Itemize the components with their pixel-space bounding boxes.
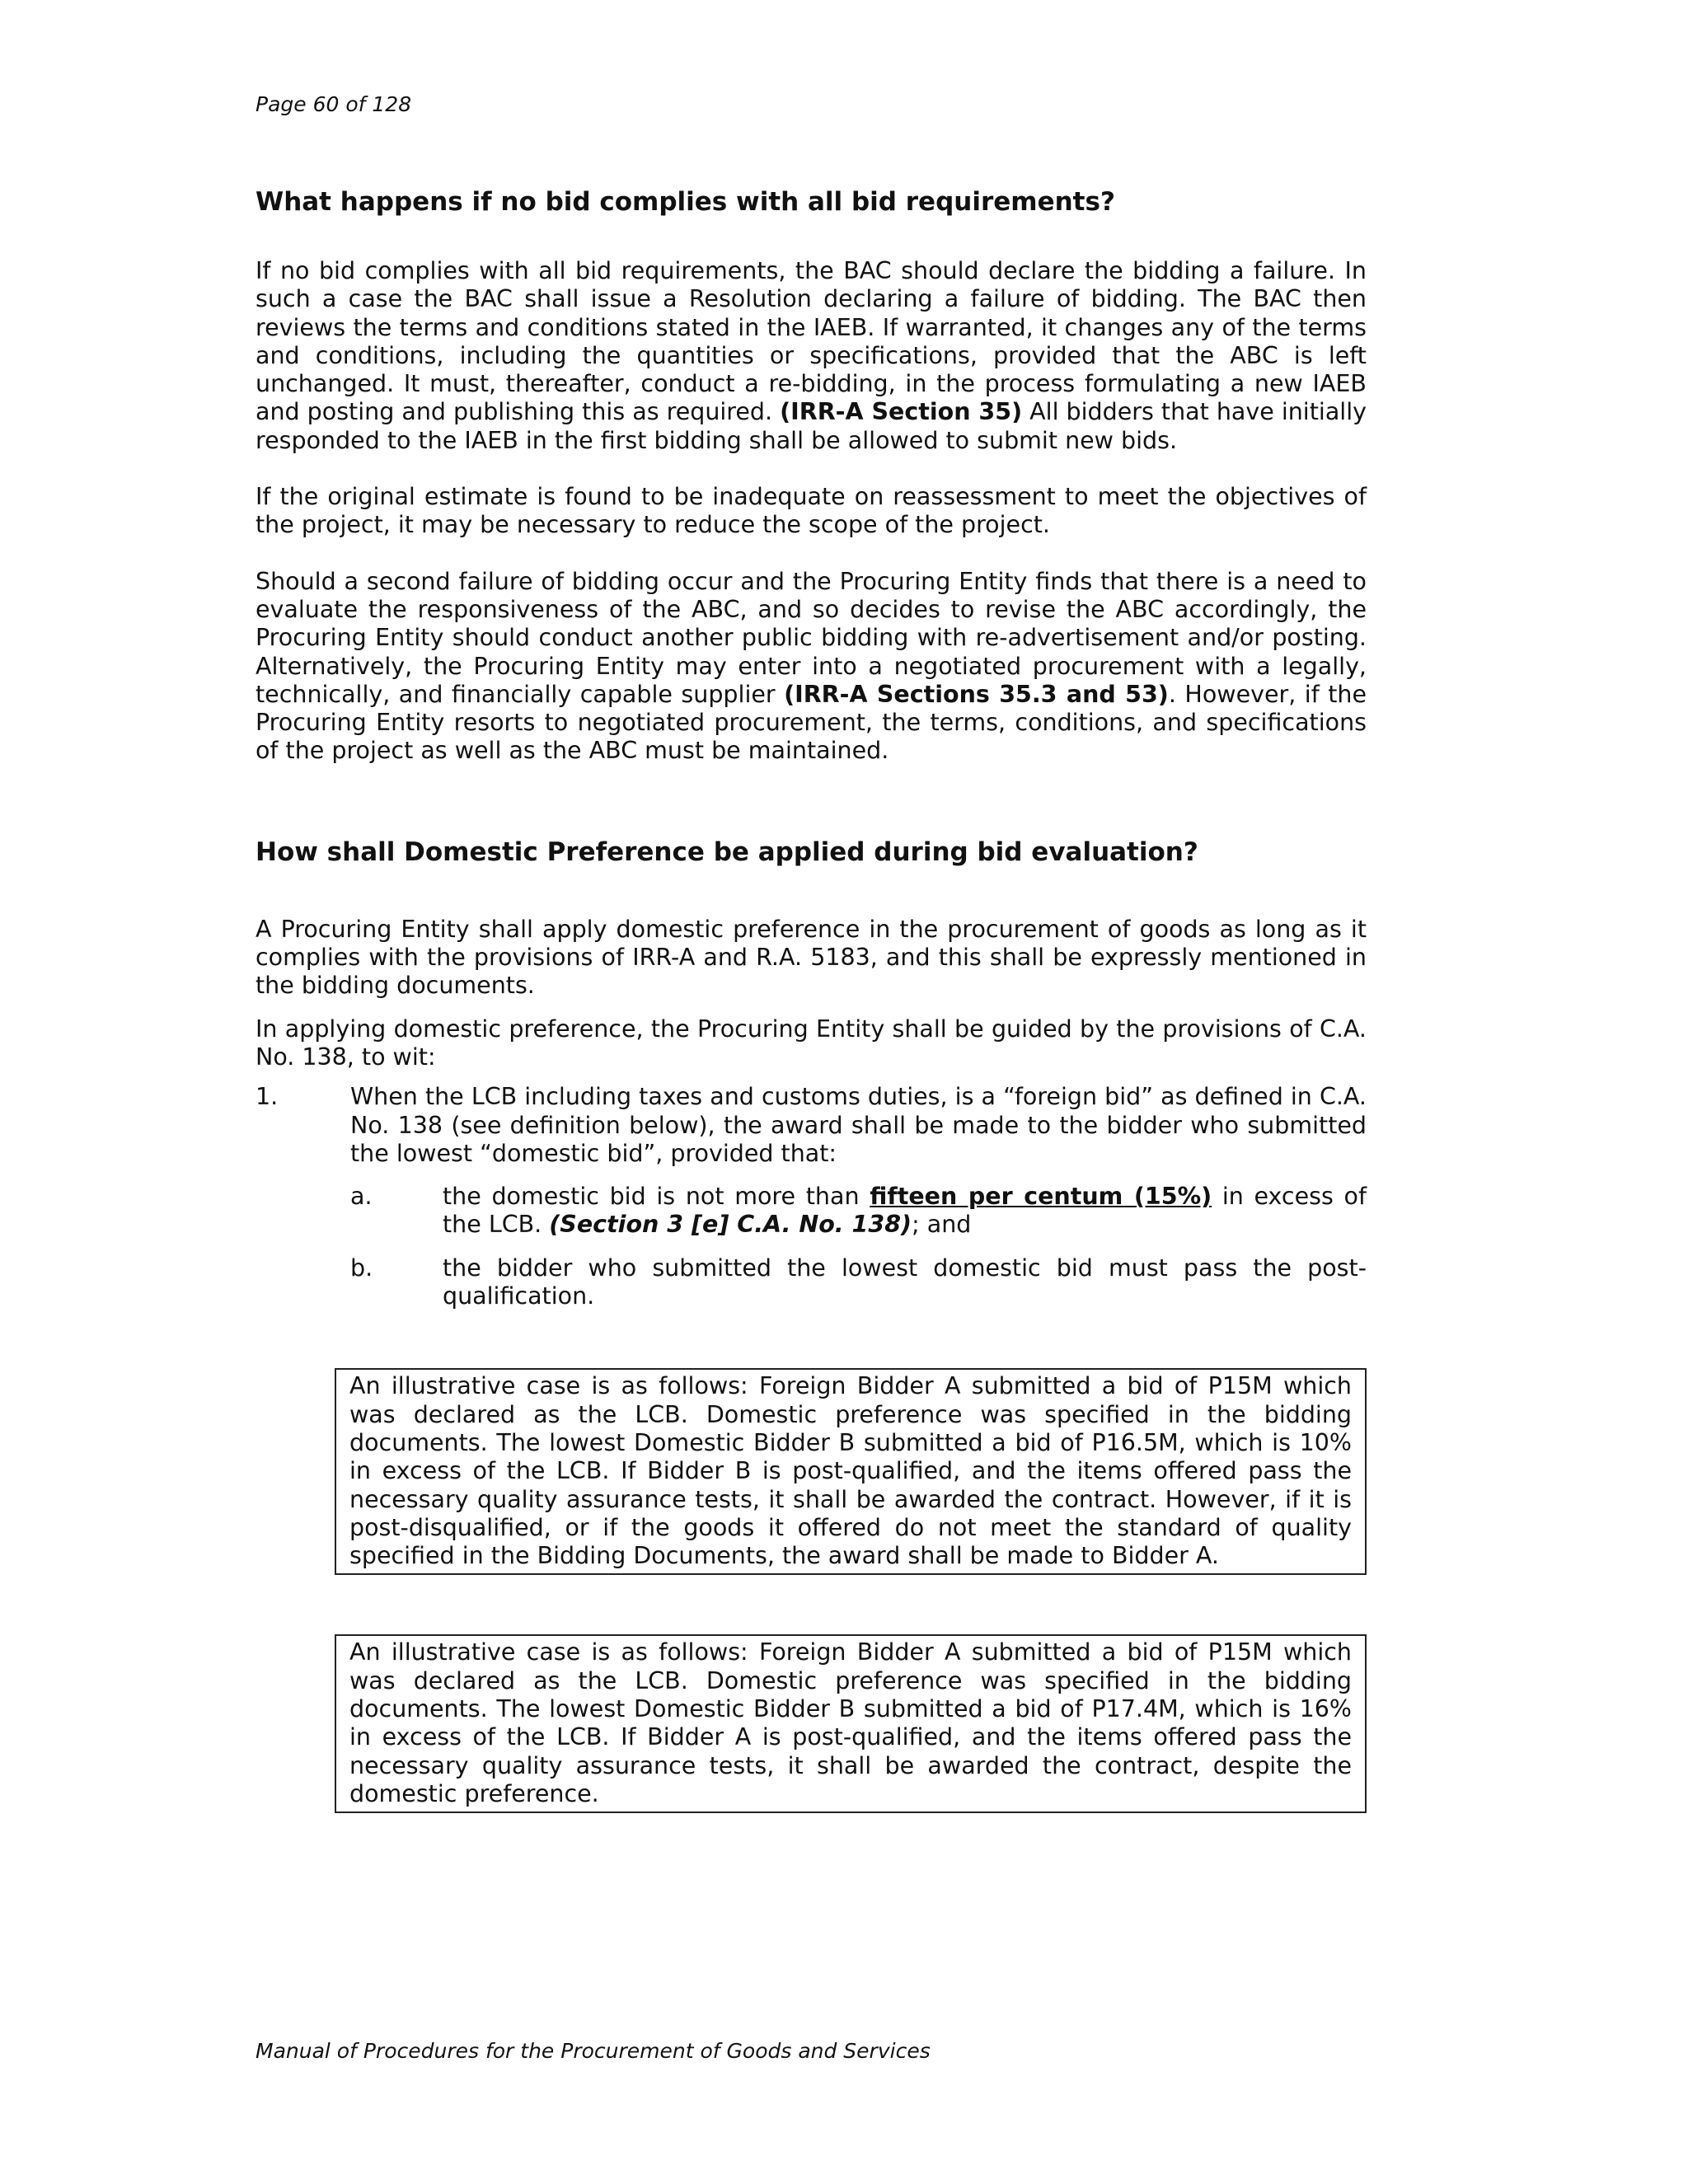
section-domestic-preference: [256, 833, 1367, 1813]
paragraph-text: Should a second failure of bidding occur and the Procuring Entity finds that there is a need to evaluate the responsiveness of the ABC, and so decides to revise the ABC accordingly, the Procuring Entity should conduct another public bidding with re-advertisement and/or posting. Alternatively, the Procuring Entity may enter into a negotiated procurement with a legally, technically, and financially capable supplier: [256, 567, 1367, 708]
list-item: [256, 1083, 1367, 1310]
legal-reference: (Section 3 [e] C.A. No. 138): [549, 1211, 912, 1239]
paragraph-text: the domestic bid is not more than: [443, 1183, 870, 1211]
list-marker: 1.: [256, 1083, 279, 1111]
paragraph-guided-by: In applying domestic preference, the Procuring Entity shall be guided by the provisions of C.A. No. 138, to wit:: [256, 1015, 1367, 1071]
document-page: [256, 0, 1367, 2184]
emphasis-text: fifteen per centum (15%): [870, 1183, 1212, 1211]
section-heading: What happens if no bid complies with all bid requirements?: [256, 187, 1115, 217]
paragraph-text: . However, if the Procuring Entity resorts to negotiated procurement, the terms, conditions, and specifications of the project as well as the ABC must be maintained.: [256, 680, 1367, 765]
legal-reference: (IRR-A Section 35): [780, 398, 1023, 426]
list-marker: b.: [350, 1254, 373, 1282]
paragraph-failure-of-bidding: [256, 257, 1367, 455]
illustrative-case-text: An illustrative case is as follows: Foreign Bidder A submitted a bid of P15M which was declared as the LCB. Domestic preference was specified in the bidding documents. The lowest Domestic Bidder B submitted a bid of P17.4M, which is 16% in excess of the LCB. If Bidder A is post-qualified, and the items offered pass the necessary quality assurance tests, it shall be awarded the contract, despite the domestic preference.: [349, 1638, 1352, 1807]
paragraph-second-failure: [256, 568, 1367, 766]
section-heading: How shall Domestic Preference be applied during bid evaluation?: [256, 837, 1198, 867]
illustrative-case-text: An illustrative case is as follows: Foreign Bidder A submitted a bid of P15M which was declared as the LCB. Domestic preference was specified in the bidding documents. The lowest Domestic Bidder B submitted a bid of P16.5M, which is 10% in excess of the LCB. If Bidder B is post-qualified, and the items offered pass the necessary quality assurance tests, it shall be awarded the contract. However, if it is post-disqualified, or if the goods it offered do not meet the standard of quality specified in the Bidding Documents, the award shall be made to Bidder A.: [349, 1372, 1352, 1570]
sub-list-item-text: the bidder who submitted the lowest domestic bid must pass the post-qualification.: [443, 1254, 1367, 1310]
list-item-text: When the LCB including taxes and customs duties, is a “foreign bid” as defined in C.A. No. 138 (see definition below), the award shall be made to the bidder who submitted the lowest “domestic bid”, provided that:: [350, 1083, 1367, 1167]
sub-list-item: [350, 1183, 1367, 1240]
sub-list-item: [350, 1254, 1367, 1311]
paragraph-text: All bidders that have initially responded to the IAEB in the first bidding shall be allowed to submit new bids.: [256, 398, 1367, 454]
legal-reference: (IRR-A Sections 35.3 and 53): [784, 680, 1169, 708]
paragraph-text: If no bid complies with all bid requirements, the BAC should declare the bidding a failure. In such a case the BAC shall issue a Resolution declaring a failure of bidding. The BAC then reviews the terms and conditions stated in the IAEB. If warranted, it changes any of the terms and conditions, including the quantities or specifications, provided that the ABC is left unchanged. It must, thereafter, conduct a re-bidding, in the process formulating a new IAEB and posting and publishing this as required.: [256, 257, 1367, 426]
illustrative-case-box: [335, 1634, 1367, 1813]
illustrative-case-box: [335, 1368, 1367, 1575]
page-number: Page 60 of 128: [256, 92, 412, 116]
page-footer: Manual of Procedures for the Procurement of Goods and Services: [256, 2039, 931, 2063]
paragraph-text: in excess of the LCB.: [443, 1183, 1367, 1239]
paragraph-reduce-scope: If the original estimate is found to be inadequate on reassessment to meet the objectives of the project, it may be necessary to reduce the scope of the project.: [256, 483, 1367, 539]
section-no-bid-complies: [256, 183, 1367, 766]
sub-list-item-text: [443, 1183, 1367, 1240]
list-marker: a.: [350, 1183, 373, 1211]
paragraph-apply-domestic-preference: A Procuring Entity shall apply domestic preference in the procurement of goods as long as it complies with the provisions of IRR-A and R.A. 5183, and this shall be expressly mentioned in the bidding documents.: [256, 915, 1367, 1000]
page-content: [256, 183, 1367, 1813]
paragraph-text: ; and: [912, 1211, 972, 1239]
